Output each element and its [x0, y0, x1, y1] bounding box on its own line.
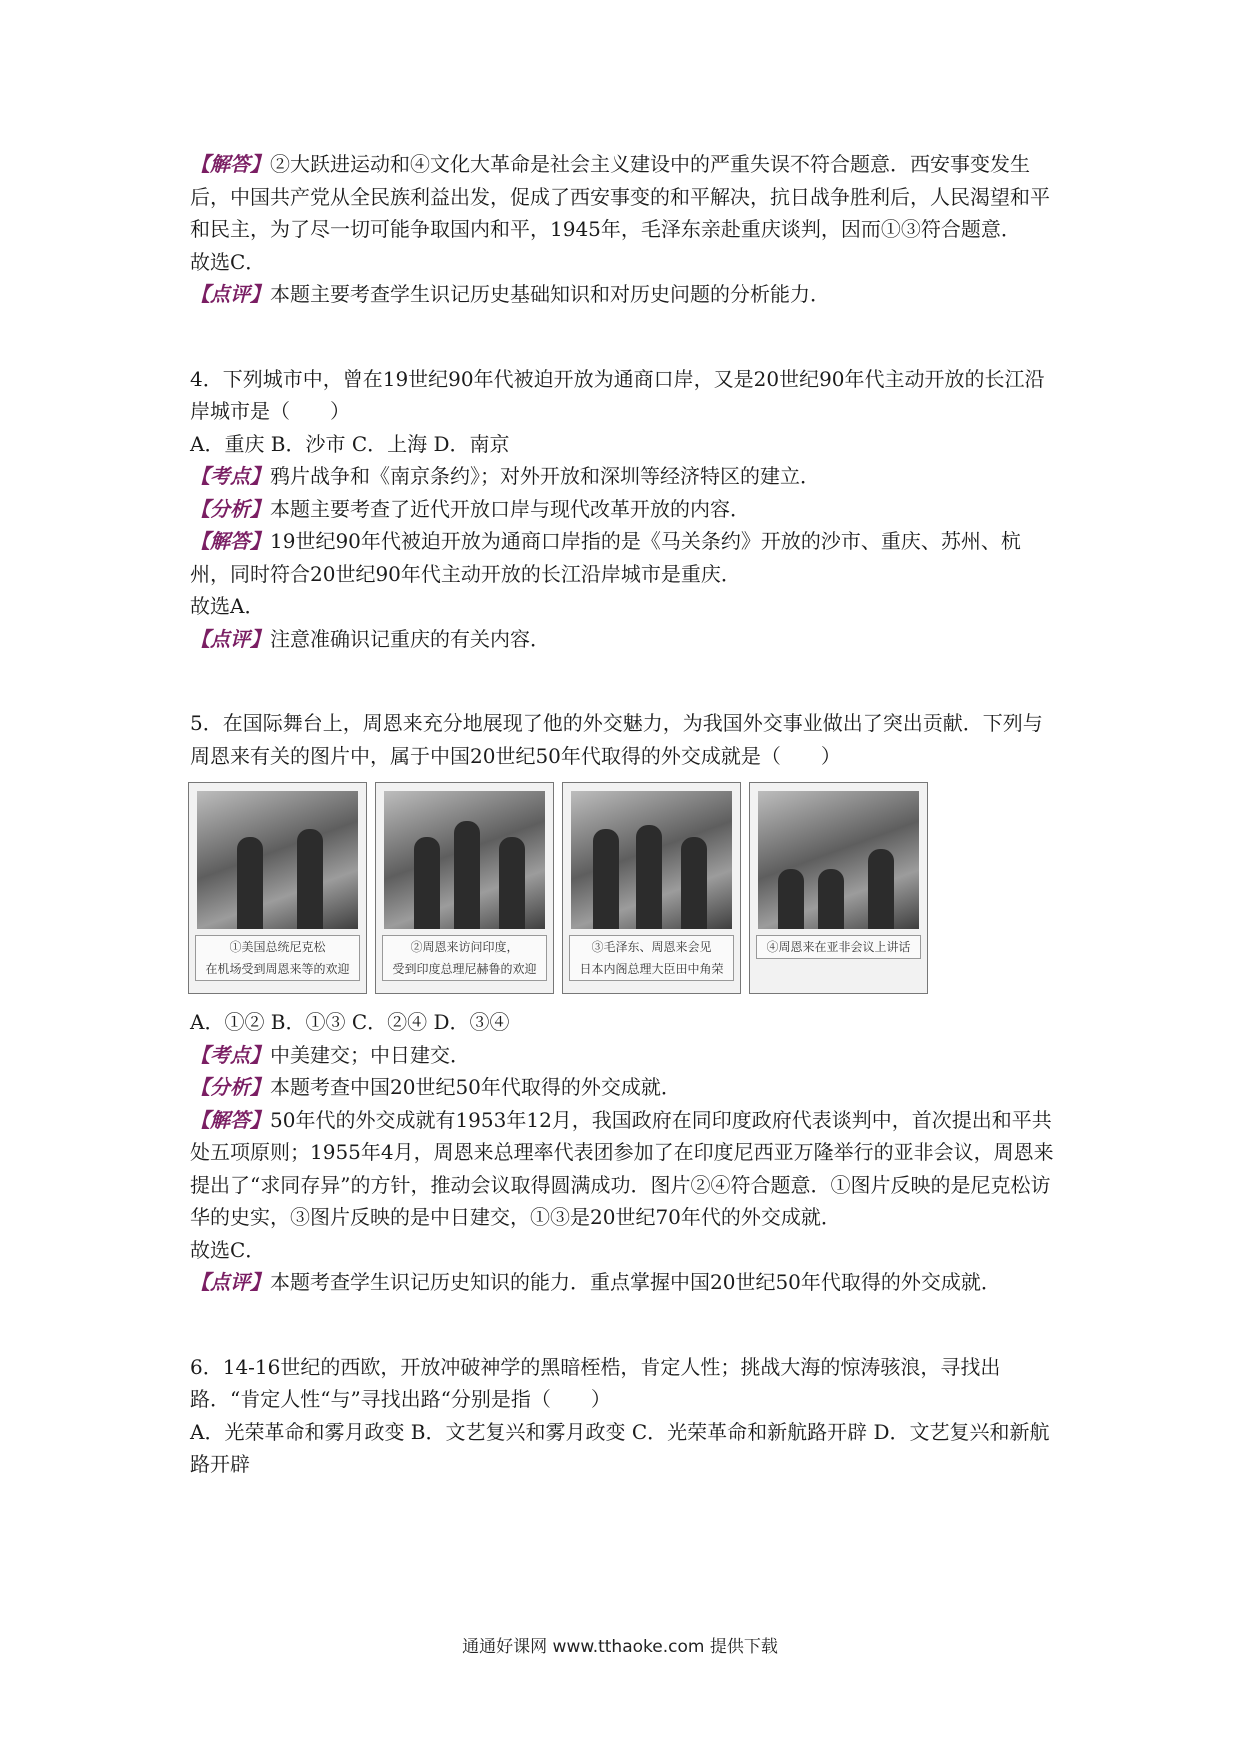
photo-4 — [749, 782, 928, 994]
photo-2 — [375, 782, 554, 994]
page-footer: 通通好课网 www.tthaoke.com 提供下载 — [462, 1637, 778, 1657]
photo-image — [384, 791, 545, 929]
q3-comment — [190, 278, 1060, 311]
answer-tag: 【解答】 — [190, 152, 270, 176]
q4-point — [190, 460, 1060, 493]
comment-tag: 【点评】 — [190, 626, 270, 651]
comment-text: 注意准确识记重庆的有关内容． — [270, 626, 550, 651]
q5-question: 5．在国际舞台上，周恩来充分地展现了他的外交魅力，为我国外交事业做出了突出贡献．下列与周恩来有关的图片中，属于中国20世纪50年代取得的外交成就是（ ） — [190, 711, 1043, 768]
point-text: 中美建交；中日建交． — [270, 1042, 470, 1067]
q3-choice: 故选C． — [190, 249, 266, 274]
photo-1 — [188, 782, 367, 994]
comment-tag: 【点评】 — [190, 1270, 270, 1294]
q4-choice: 故选A． — [190, 594, 265, 618]
point-tag: 【考点】 — [190, 1042, 270, 1067]
q3-answer — [190, 148, 1060, 246]
answer-tag: 【解答】 — [190, 1107, 270, 1132]
answer-text: 19世纪90年代被迫开放为通商口岸指的是《马关条约》开放的沙市、重庆、苏州、杭州，同时符合20世纪90年代主动开放的长江沿岸城市是重庆． — [190, 529, 1021, 586]
q4-options: A．重庆 B．沙市 C．上海 D．南京 — [190, 431, 510, 456]
comment-tag: 【点评】 — [190, 282, 270, 306]
answer-text: ②大跃进运动和④文化大革命是社会主义建设中的严重失误不符合题意．西安事变发生后，中国共产党从全民族利益出发，促成了西安事变的和平解决，抗日战争胜利后，人民渴望和平和民主，为了尽一切可能争取国内和平，1945年，毛泽东亲赴重庆谈判，因而①③符合题意． — [190, 152, 1050, 241]
photo-caption: ②周恩来访问印度， 受到印度总理尼赫鲁的欢迎 — [382, 935, 547, 981]
comment-text: 本题主要考查学生识记历史基础知识和对历史问题的分析能力． — [270, 282, 830, 306]
photo-caption: ①美国总统尼克松 在机场受到周恩来等的欢迎 — [195, 935, 360, 981]
point-text: 鸦片战争和《南京条约》；对外开放和深圳等经济特区的建立． — [270, 464, 820, 488]
photo-strip — [188, 782, 1060, 994]
photo-caption: ③毛泽东、周恩来会见 日本内阁总理大臣田中角荣 — [569, 935, 734, 981]
photo-image — [758, 791, 919, 929]
q6-question: 6．14-16世纪的西欧，开放冲破神学的黑暗桎梏，肯定人性；挑战大海的惊涛骇浪，寻找出路．“肯定人性“与”寻找出路“分别是指（ ） — [190, 1354, 1001, 1411]
q5-comment — [190, 1266, 1060, 1299]
analysis-text: 本题主要考查了近代开放口岸与现代改革开放的内容． — [270, 496, 750, 521]
q5-analysis — [190, 1071, 1060, 1104]
photo-3 — [562, 782, 741, 994]
comment-text: 本题考查学生识记历史知识的能力．重点掌握中国20世纪50年代取得的外交成就． — [270, 1270, 1001, 1294]
q6-options: A．光荣革命和雾月政变 B．文艺复兴和雾月政变 C．光荣革命和新航路开辟 D．文艺复兴和新航路开辟 — [190, 1419, 1050, 1476]
q4-answer — [190, 525, 1060, 590]
analysis-text: 本题考查中国20世纪50年代取得的外交成就． — [270, 1075, 681, 1099]
photo-image — [571, 791, 732, 929]
answer-text: 50年代的外交成就有1953年12月，我国政府在同印度政府代表谈判中，首次提出和平共处五项原则；1955年4月，周恩来总理率代表团参加了在印度尼西亚万隆举行的亚非会议，周恩来提出了“求同存异”的方针，推动会议取得圆满成功．图片②④符合题意．①图片反映的是尼克松访华的史实，③图片反映的是中日建交，①③是20世纪70年代的外交成就． — [190, 1107, 1054, 1229]
q5-choice: 故选C． — [190, 1237, 266, 1262]
q5-point — [190, 1039, 1060, 1072]
answer-tag: 【解答】 — [190, 529, 270, 553]
q4-question: 4．下列城市中，曾在19世纪90年代被迫开放为通商口岸，又是20世纪90年代主动开放的长江沿岸城市是（ ） — [190, 366, 1045, 423]
q4-analysis — [190, 493, 1060, 526]
photo-caption: ④周恩来在亚非会议上讲话 — [756, 935, 921, 959]
q4-comment — [190, 623, 1060, 656]
q5-options: A．①② B．①③ C．②④ D．③④ — [190, 1010, 510, 1034]
document-body — [190, 148, 1060, 1481]
point-tag: 【考点】 — [190, 464, 270, 488]
q5-answer — [190, 1104, 1060, 1234]
analysis-tag: 【分析】 — [190, 1075, 270, 1099]
analysis-tag: 【分析】 — [190, 496, 270, 521]
photo-image — [197, 791, 358, 929]
